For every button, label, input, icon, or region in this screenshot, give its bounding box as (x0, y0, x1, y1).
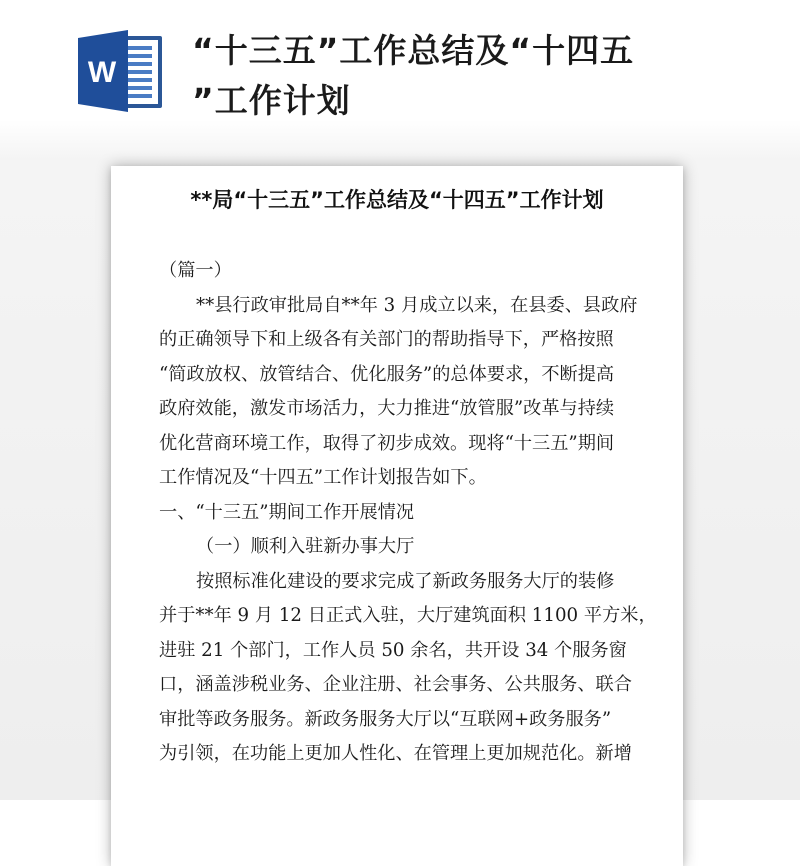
paragraph-line: 审批等政务服务。新政务服务大厅以“互联网+政务服务” (159, 708, 612, 730)
paragraph-line: **县行政审批局自**年 3 月成立以来，在县委、县政府 (196, 294, 638, 316)
page-title-line-1: “十三五”工作总结及“十四五 (192, 31, 635, 70)
document-title: **局“十三五”工作总结及“十四五”工作计划 (190, 188, 604, 212)
paragraph-line: 政府效能，激发市场活力，大力推进“放管服”改革与持续 (159, 398, 615, 419)
word-icon (78, 30, 164, 112)
page-title (192, 26, 772, 126)
word-icon-letter: W (87, 56, 117, 89)
paragraph-line: 优化营商环境工作，取得了初步成效。现将“十三五”期间 (159, 432, 615, 454)
subsection-heading: （一）顺利入驻新办事大厅 (196, 536, 415, 557)
section-label: （篇一） (159, 260, 232, 281)
cover-header (0, 0, 800, 150)
document-body (159, 254, 657, 772)
document-page (111, 166, 683, 866)
paragraph-line: “简政放权、放管结合、优化服务”的总体要求，不断提高 (159, 363, 615, 385)
section-heading: 一、“十三五”期间工作开展情况 (159, 501, 415, 523)
paragraph-line: 工作情况及“十四五”工作计划报告如下。 (159, 467, 487, 488)
paragraph-line: 的正确领导下和上级各有关部门的帮助指导下，严格按照 (159, 329, 614, 350)
paragraph-line: 按照标准化建设的要求完成了新政务服务大厅的装修 (196, 570, 615, 592)
page-title-line-2: ”工作计划 (192, 81, 351, 120)
paragraph-line: 为引领，在功能上更加人性化、在管理上更加规范化。新增 (159, 743, 632, 764)
paragraph-line: 进驻 21 个部门，工作人员 50 余名，共开设 34 个服务窗 (159, 639, 627, 661)
paragraph-line: 口，涵盖涉税业务、企业注册、社会事务、公共服务、联合 (159, 674, 632, 695)
paragraph-line: 并于**年 9 月 12 日正式入驻，大厅建筑面积 1100 平方米， (159, 605, 657, 626)
